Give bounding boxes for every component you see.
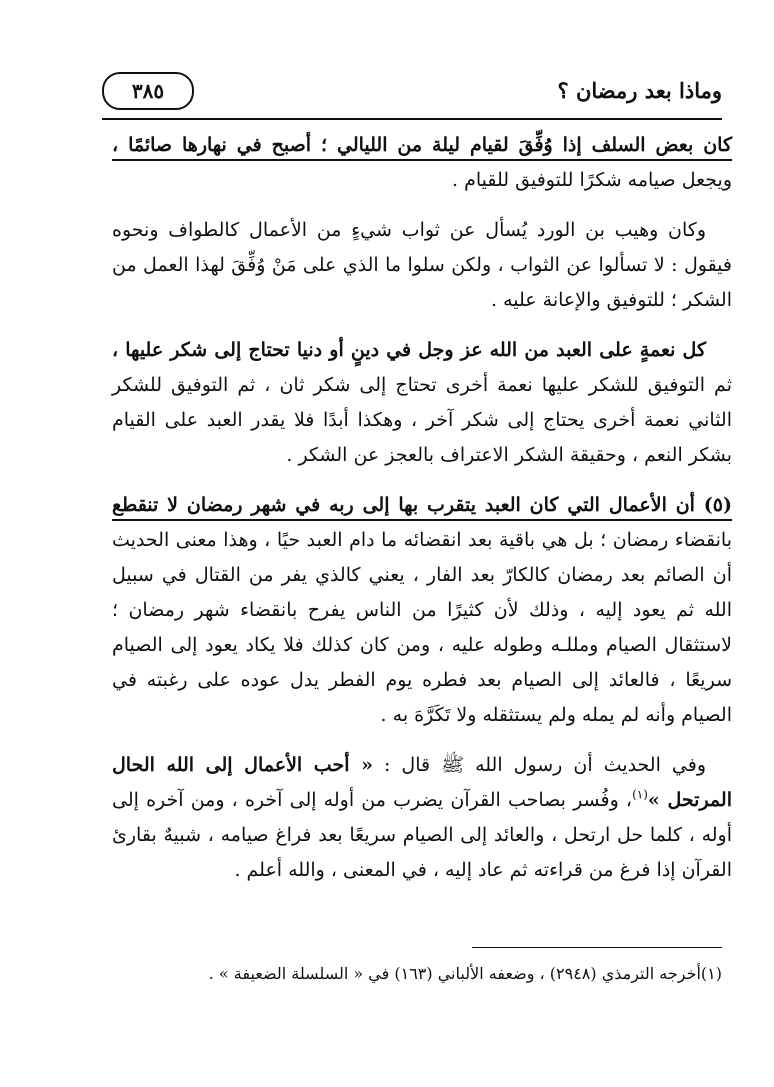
paragraph-1 [112,128,732,198]
paragraph-2: وكان وهيب بن الورد يُسأل عن ثواب شيءٍ من الأعمال كالطواف ونحوه فيقول : لا تسألوا عن الثواب ، ولكن سلوا ما الذي على مَنْ وُفِّقَ لهذا العمل من الشكر ؛ للتوفيق والإعانة عليه . [112,219,732,311]
running-title: وماذا بعد رمضان ؟ [557,78,722,103]
paragraph-5-text: ، وفُسر بصاحب القرآن يضرب من أوله إلى آخره ، ومن آخره إلى أوله ، كلما حل ارتحل ، والعائد إلى الصيام سريعًا بعد فراغ صيامه ، شبيهٌ بقارئ القرآن إذا فرغ من قراءته ثم عاد إليه ، في المعنى ، والله أعلم . [112,789,732,881]
paragraph-5 [112,748,732,888]
underlined-heading-5: (٥) أن الأعمال التي كان العبد يتقرب بها إلى ربه في شهر رمضان لا تنقطع [112,494,732,521]
header-rule [102,118,722,120]
underlined-heading-1: كان بعض السلف إذا وُفِّقَ لقيام ليلة من الليالي ؛ أصبح في نهارها صائمًا ، [112,134,732,161]
paragraph-4-text: بانقضاء رمضان ؛ بل هي باقية بعد انقضائه ما دام العبد حيًا ، وهذا معنى الحديث أن الصائم بعد رمضان كالكارّ بعد الفار ، يعني كالذي يفر من القتال في سبيل الله ثم يعود إليه ، وذلك لأن كثيرًا من الناس يفرح بانقضاء شهر رمضان ؛ لاستثقال الصيام ومللـه وطوله عليه ، ومن كان كذلك فلا يكاد يعود إلى الصيام سريعًا ، فالعائد إلى الصيام بعد فطره يوم الفطر يدل عوده على رغبته في الصيام وأنه لم يمله ولم يستثقله ولا تَكَرَّهَ به . [112,529,732,726]
footnote-text: أخرجه الترمذي (٢٩٤٨) ، وضعفه الألباني (١٦٣) في « السلسلة الضعيفة » . [208,964,701,983]
footnote-rule [472,947,722,948]
paragraph-5-intro: وفي الحديث أن رسول الله ﷺ قال : [372,754,706,776]
paragraph-3-text: ثم التوفيق للشكر عليها نعمة أخرى تحتاج إلى شكر ثان ، ثم التوفيق للشكر الثاني نعمة أخرى يحتاج إلى شكر آخر ، وهكذا أبدًا فلا يقدر العبد على القيام بشكر النعم ، وحقيقة الشكر الاعتراف بالعجز عن الشكر . [112,374,732,466]
footnote-marker: (١) [700,964,722,983]
paragraph-1-text: ويجعل صيامه شكرًا للتوفيق للقيام . [452,169,732,191]
page-body [112,128,732,903]
paragraph-4 [112,488,732,733]
footnote [112,960,722,988]
page-header [102,72,722,114]
hadith-quote: « أحب الأعمال إلى الله الحال المرتحل » [112,754,732,811]
footnote-reference[interactable]: (١) [632,787,648,802]
page-number-badge: ٣٨٥ [102,72,194,110]
bold-sentence: كل نعمةٍ على العبد من الله عز وجل في دينٍ أو دنيا تحتاج إلى شكر عليها ، [112,339,706,361]
paragraph-3 [112,333,732,473]
